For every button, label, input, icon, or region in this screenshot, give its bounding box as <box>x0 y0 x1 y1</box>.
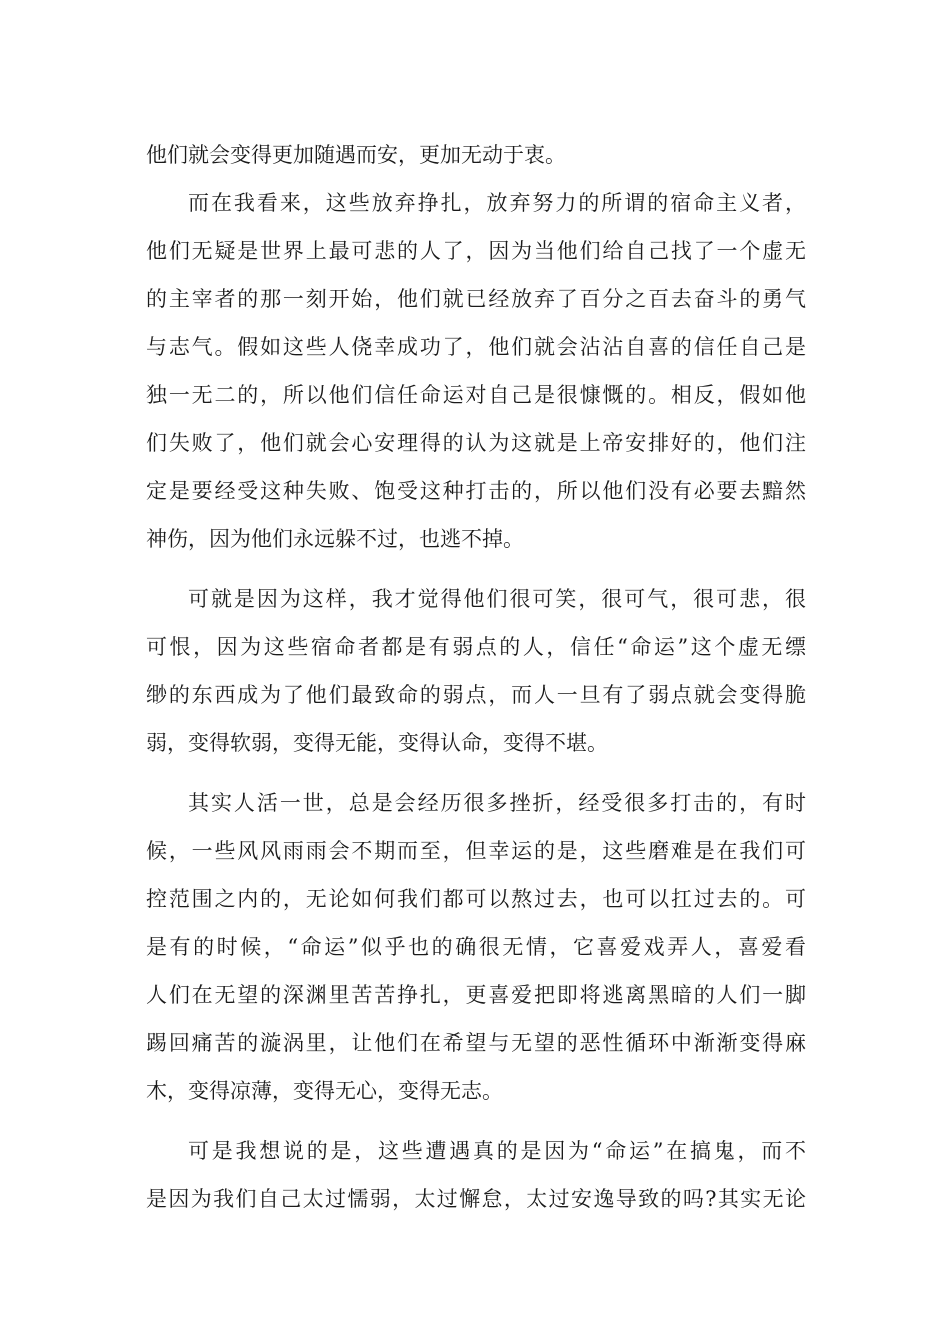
text-line: 的主宰者的那一刻开始，他们就已经放弃了百分之百去奋斗的勇气 <box>146 287 806 311</box>
text-line: 木，变得凉薄，变得无心，变得无志。 <box>146 1079 503 1103</box>
text-line: 其实人活一世，总是会经历很多挫折，经受很多打击的，有时 <box>188 791 806 815</box>
text-line: 控范围之内的，无论如何我们都可以熬过去，也可以扛过去的。可 <box>146 887 806 911</box>
text-line: 与志气。假如这些人侥幸成功了，他们就会沾沾自喜的信任自己是 <box>146 335 806 359</box>
text-line: 是因为我们自己太过懦弱，太过懈怠，太过安逸导致的吗?其实无论 <box>146 1187 806 1211</box>
text-line: 可恨，因为这些宿命者都是有弱点的人，信任“命运”这个虚无缥 <box>146 635 806 659</box>
text-line: 而在我看来，这些放弃挣扎，放弃努力的所谓的宿命主义者， <box>188 191 806 215</box>
text-line: 可是我想说的是，这些遭遇真的是因为“命运”在搞鬼，而不 <box>188 1139 806 1163</box>
text-line: 候，一些风风雨雨会不期而至，但幸运的是，这些磨难是在我们可 <box>146 839 806 863</box>
text-line: 独一无二的，所以他们信任命运对自己是很慷慨的。相反，假如他 <box>146 383 806 407</box>
text-line: 踢回痛苦的漩涡里，让他们在希望与无望的恶性循环中渐渐变得麻 <box>146 1031 806 1055</box>
text-line: 他们无疑是世界上最可悲的人了，因为当他们给自己找了一个虚无 <box>146 239 806 263</box>
text-line: 可就是因为这样，我才觉得他们很可笑，很可气，很可悲，很 <box>188 587 806 611</box>
text-line: 他们就会变得更加随遇而安，更加无动于衷。 <box>146 143 566 167</box>
text-line: 是有的时候，“命运”似乎也的确很无情，它喜爱戏弄人，喜爱看 <box>146 935 806 959</box>
text-line: 人们在无望的深渊里苦苦挣扎，更喜爱把即将逃离黑暗的人们一脚 <box>146 983 806 1007</box>
text-line: 们失败了，他们就会心安理得的认为这就是上帝安排好的，他们注 <box>146 431 806 455</box>
text-line: 弱，变得软弱，变得无能，变得认命，变得不堪。 <box>146 731 608 755</box>
text-line: 定是要经受这种失败、饱受这种打击的，所以他们没有必要去黯然 <box>146 479 806 503</box>
text-line: 神伤，因为他们永远躲不过，也逃不掉。 <box>146 527 524 551</box>
text-line: 缈的东西成为了他们最致命的弱点，而人一旦有了弱点就会变得脆 <box>146 683 806 707</box>
